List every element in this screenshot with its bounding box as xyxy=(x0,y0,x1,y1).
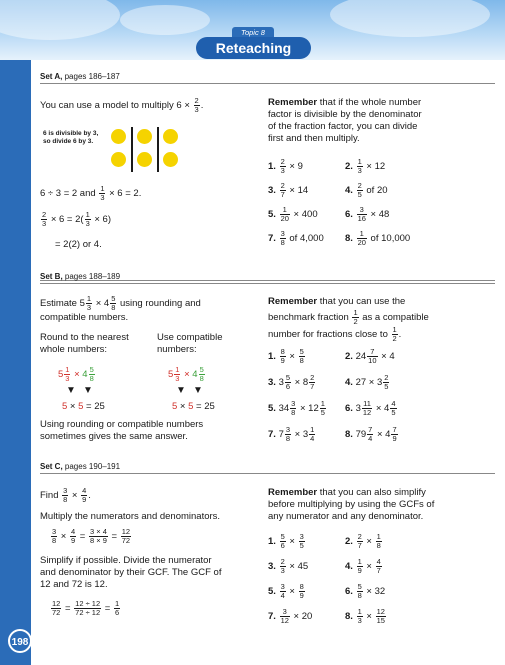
exercise-item: 5. $\frac{3}{4}$ × $\frac{8}{9}$ xyxy=(268,582,304,600)
exercise-item: 3. $\frac{2}{7}$ × 14 xyxy=(268,181,309,199)
compatible-expression: 5 $\frac{1}{3}$ × 4 $\frac{5}{8}$ xyxy=(168,365,204,383)
exercise-item: 8. $\frac{1}{20}$ of 10,000 xyxy=(345,229,411,247)
set-b-title: Set B, pages 188–189 xyxy=(40,272,121,281)
set-b-intro: Estimate 5 $\frac{1}{3}$ × 4 $\frac{5}{8}$ using rounding and compatible numbers. xyxy=(40,294,201,323)
set-a-remember: Remember that if the whole number factor is divisible by the denominator of the fraction factor, you can divide first and then multiply. xyxy=(268,97,422,144)
exercise-item: 2. $\frac{2}{7}$ × $\frac{1}{8}$ xyxy=(345,532,381,550)
set-c-simplified: $\frac{12}{72}$ = $\frac{12 \div 12}{72 \div 12}$ = $\frac{1}{6}$ xyxy=(52,599,120,617)
rounding-expression: 5 $\frac{1}{3}$ × 4 $\frac{5}{8}$ xyxy=(58,365,94,383)
exercise-item: 6. $\frac{3}{16}$ × 48 xyxy=(345,205,390,223)
set-a-step2: $\frac{2}{3}$ × 6 = 2( $\frac{1}{3}$ × 6) xyxy=(42,210,112,228)
set-b-conclusion: Using rounding or compatible numbers sometimes gives the same answer. xyxy=(40,419,204,442)
exercise-item: 6. $\frac{5}{8}$ × 32 xyxy=(345,582,386,600)
rounding-heading: Round to the nearest whole numbers: xyxy=(40,332,129,355)
set-a-intro: You can use a model to multiply 6 × $\frac{2}{3}$ . xyxy=(40,96,204,114)
set-c-find: Find $\frac{3}{8}$ × $\frac{4}{9}$ . xyxy=(40,486,91,504)
exercise-item: 8. $\frac{1}{3}$ × $\frac{12}{15}$ xyxy=(345,607,385,625)
exercise-item: 3. 3 $\frac{5}{6}$ × 8 $\frac{2}{7}$ xyxy=(268,373,315,391)
set-c-title: Set C, pages 190–191 xyxy=(40,462,121,471)
exercise-item: 2. 24 $\frac{7}{10}$ × 4 xyxy=(345,347,395,365)
model-note: 6 is divisible by 3, so divide 6 by 3. xyxy=(43,130,99,145)
divider xyxy=(40,283,495,284)
set-c-multiply: Multiply the numerators and denominators. xyxy=(40,511,221,522)
down-arrow-icon: ▼ xyxy=(176,385,186,396)
exercise-item: 7. $\frac{3}{12}$ × 20 xyxy=(268,607,313,625)
set-b-remember: Remember that you can use the benchmark fraction $\frac{1}{2}$ as a compatible number for fractions close to $\frac{1}{2}$ . xyxy=(268,296,429,343)
exercise-item: 8. 79 $\frac{7}{4}$ × 4 $\frac{7}{9}$ xyxy=(345,425,397,443)
exercise-item: 1. $\frac{8}{9}$ × $\frac{5}{8}$ xyxy=(268,347,304,365)
set-a-step3: = 2(2) or 4. xyxy=(55,239,102,250)
compatible-heading: Use compatible numbers: xyxy=(157,332,223,355)
down-arrow-icon: ▼ xyxy=(83,385,93,396)
set-a-title: Set A, pages 186–187 xyxy=(40,72,120,81)
compatible-result: 5 × 5 = 25 xyxy=(172,401,215,412)
down-arrow-icon: ▼ xyxy=(193,385,203,396)
exercise-item: 7. 7 $\frac{3}{8}$ × 3 $\frac{1}{4}$ xyxy=(268,425,315,443)
exercise-item: 4. 27 × 3 $\frac{2}{5}$ xyxy=(345,373,389,391)
exercise-item: 2. $\frac{1}{3}$ × 12 xyxy=(345,157,386,175)
exercise-item: 1. $\frac{2}{3}$ × 9 xyxy=(268,157,303,175)
exercise-item: 6. 3 $\frac{11}{12}$ × 4 $\frac{4}{5}$ xyxy=(345,399,396,417)
exercise-item: 5. $\frac{1}{20}$ × 400 xyxy=(268,205,318,223)
page-number: 198 xyxy=(8,629,32,653)
exercise-item: 4. $\frac{2}{5}$ of 20 xyxy=(345,181,388,199)
page-title: Reteaching xyxy=(196,37,311,59)
down-arrow-icon: ▼ xyxy=(66,385,76,396)
set-c-simplify: Simplify if possible. Divide the numerator and denominator by their GCF. The GCF of 12 and 72 is 12. xyxy=(40,555,222,590)
exercise-item: 7. $\frac{3}{8}$ of 4,000 xyxy=(268,229,324,247)
exercise-item: 1. $\frac{5}{6}$ × $\frac{3}{5}$ xyxy=(268,532,304,550)
rounding-result: 5 × 5 = 25 xyxy=(62,401,105,412)
page-header xyxy=(0,0,505,60)
exercise-item: 5. 34 $\frac{3}{8}$ × 12 $\frac{1}{5}$ xyxy=(268,399,325,417)
set-c-product: $\frac{3}{8}$ × $\frac{4}{9}$ = $\frac{3 \times 4}{8 \times 9}$ = $\frac{12}{72}$ xyxy=(52,527,131,545)
topic-tag: Topic 8 xyxy=(232,27,274,39)
exercise-item: 3. $\frac{2}{3}$ × 45 xyxy=(268,557,309,575)
set-a-step1: 6 ÷ 3 = 2 and $\frac{1}{3}$ × 6 = 2. xyxy=(40,184,142,202)
divider xyxy=(40,473,495,474)
sidebar-stripe xyxy=(0,60,31,665)
divider xyxy=(40,83,495,84)
exercise-item: 4. $\frac{1}{9}$ × $\frac{4}{7}$ xyxy=(345,557,381,575)
set-c-remember: Remember that you can also simplify before multiplying by using the GCFs of any numerator and any denominator. xyxy=(268,487,435,522)
